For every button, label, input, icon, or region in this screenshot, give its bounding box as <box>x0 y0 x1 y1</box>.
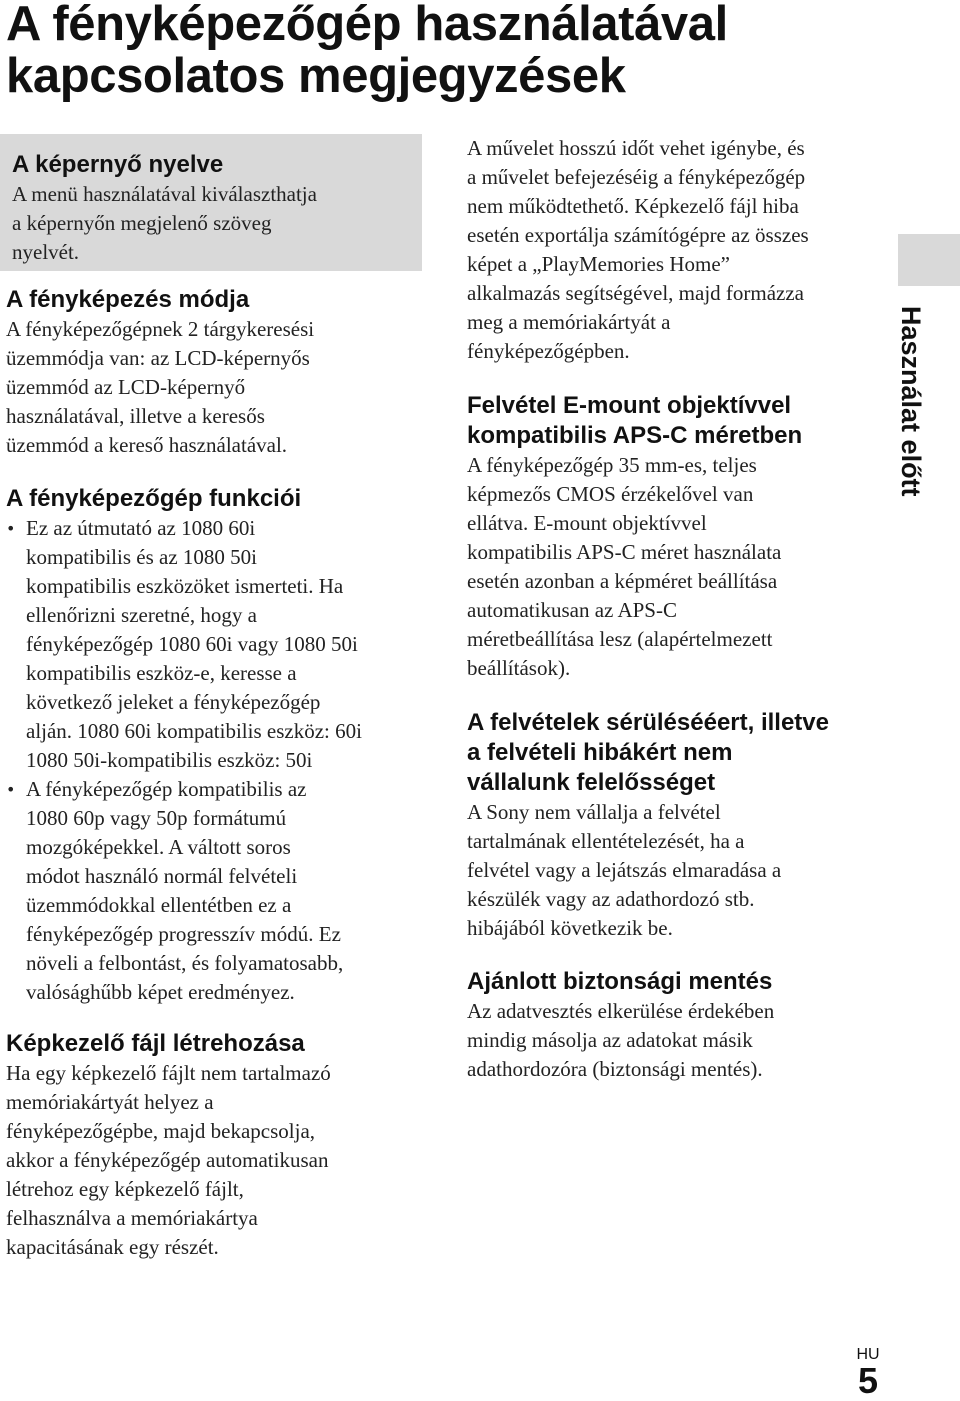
heading-line: a felvételi hibákért nem <box>467 739 733 766</box>
text-line: a képernyőn megjelenő szöveg <box>12 211 272 235</box>
text-line: létrehoz egy képkezelő fájlt, <box>6 1177 244 1201</box>
section-tab-marker <box>898 234 960 286</box>
language-code: HU <box>856 1346 880 1363</box>
screen-language-heading: A képernyő nyelve <box>12 151 224 178</box>
text-line: ellenőrizni szeretné, hogy a <box>26 603 257 627</box>
text-line: nyelvét. <box>12 240 80 264</box>
text-line: tartalmának ellentételezését, ha a <box>467 829 745 853</box>
heading-line: kompatibilis APS-C méretben <box>467 422 803 449</box>
text-line: mindig másolja az adatokat másik <box>467 1028 753 1052</box>
text-line: fényképezőgépben. <box>467 339 630 363</box>
shooting-mode-section <box>6 285 426 460</box>
list-item <box>6 514 426 775</box>
text-line: mozgóképekkel. A váltott soros <box>26 835 291 859</box>
page-title-line: kapcsolatos megjegyzések <box>6 49 626 103</box>
text-line: 1080 60p vagy 50p formátumú <box>26 806 287 830</box>
text-line: képmezős CMOS érzékelővel van <box>467 482 754 506</box>
text-line: növeli a felbontást, és folyamatosabb, <box>26 951 344 975</box>
text-line: esetén exportálja számítógépre az összes <box>467 223 809 247</box>
text-line: felhasználva a memóriakártya <box>6 1206 258 1230</box>
text-line: alján. 1080 60i kompatibilis eszköz: 60i <box>26 719 362 743</box>
text-line: készülék vagy az adathordozó stb. <box>467 887 755 911</box>
text-line: A Sony nem vállalja a felvétel <box>467 800 721 824</box>
text-line: használatával, illetve a keresős <box>6 404 265 428</box>
text-line: A menü használatával kiválaszthatja <box>12 182 317 206</box>
text-line: A művelet hosszú időt vehet igénybe, és <box>467 136 805 160</box>
text-line: Ha egy képkezelő fájlt nem tartalmazó <box>6 1061 331 1085</box>
liability-text <box>467 798 887 943</box>
text-line: a művelet befejezéséig a fényképezőgép <box>467 165 806 189</box>
shooting-mode-heading: A fényképezés módja <box>6 286 250 313</box>
text-line: fényképezőgépbe, majd bekapcsolja, <box>6 1119 316 1143</box>
text-line: Ez az útmutató az 1080 60i <box>26 516 256 540</box>
text-line: Az adatvesztés elkerülése érdekében <box>467 999 775 1023</box>
text-line: akkor a fényképezőgép automatikusan <box>6 1148 329 1172</box>
text-line: nem működtethető. Képkezelő fájl hiba <box>467 194 799 218</box>
section-side-label: Használat előtt <box>896 306 926 497</box>
text-line: beállítások). <box>467 656 571 680</box>
text-line: hibájából következik be. <box>467 916 673 940</box>
text-line: meg a memóriakártyát a <box>467 310 671 334</box>
page-number: 5 <box>857 1360 879 1401</box>
text-line: kompatibilis eszközöket ismerteti. Ha <box>26 574 344 598</box>
text-line: esetén azonban a képméret beállítása <box>467 569 778 593</box>
page-title-line: A fényképezőgép használatával <box>6 0 728 51</box>
text-line: kompatibilis APS-C méret használata <box>467 540 782 564</box>
text-line: fényképezőgép 1080 60i vagy 1080 50i <box>26 632 358 656</box>
shooting-mode-text <box>6 315 426 460</box>
text-line: adathordozóra (biztonsági mentés). <box>467 1057 763 1081</box>
emount-section <box>467 391 887 683</box>
text-line: kompatibilis eszköz-e, keresse a <box>26 661 297 685</box>
text-line: memóriakártyát helyez a <box>6 1090 214 1114</box>
text-line: A fényképezőgép kompatibilis az <box>26 777 307 801</box>
camera-functions-heading: A fényképezőgép funkciói <box>6 485 302 512</box>
heading-line: Felvétel E-mount objektívvel <box>467 392 792 419</box>
right-column <box>467 134 887 1084</box>
text-line: módot használó normál felvételi <box>26 864 298 888</box>
image-database-continued <box>467 134 887 366</box>
liability-heading <box>467 708 887 798</box>
image-database-continued-text <box>467 134 887 366</box>
screen-language-section <box>0 134 422 271</box>
text-line: automatikusan az APS-C <box>467 598 677 622</box>
page-title <box>6 0 728 102</box>
camera-functions-section <box>6 484 426 1007</box>
text-line: alkalmazás segítségével, majd formázza <box>467 281 805 305</box>
text-line: üzemmód az LCD-képernyő <box>6 375 246 399</box>
text-line: A fényképezőgépnek 2 tárgykeresési <box>6 317 315 341</box>
text-line: kapacitásának egy részét. <box>6 1235 219 1259</box>
emount-heading <box>467 391 887 451</box>
text-line: felvétel vagy a lejátszás elmaradása a <box>467 858 782 882</box>
heading-line: vállalunk felelősséget <box>467 769 716 796</box>
camera-functions-list <box>6 514 426 1007</box>
text-line: 1080 50i-kompatibilis eszköz: 50i <box>26 748 313 772</box>
screen-language-text <box>12 180 416 267</box>
text-line: méretbeállítása lesz (alapértelmezett <box>467 627 773 651</box>
heading-line: A felvételek sérülésééert, illetve <box>467 709 829 736</box>
emount-text <box>467 451 887 683</box>
text-line: üzemmód a kereső használatával. <box>6 433 288 457</box>
backup-section <box>467 967 887 1084</box>
liability-section <box>467 708 887 943</box>
text-line: üzemmódja van: az LCD-képernyős <box>6 346 310 370</box>
text-line: következő jeleket a fényképezőgép <box>26 690 321 714</box>
list-item <box>6 775 426 1007</box>
backup-text <box>467 997 887 1084</box>
text-line: valósághűbb képet eredményez. <box>26 980 295 1004</box>
image-database-section <box>6 1029 426 1262</box>
text-line: kompatibilis és az 1080 50i <box>26 545 257 569</box>
text-line: fényképezőgép progresszív módú. Ez <box>26 922 341 946</box>
image-database-heading: Képkezelő fájl létrehozása <box>6 1030 305 1057</box>
text-line: ellátva. E-mount objektívvel <box>467 511 707 535</box>
backup-heading: Ajánlott biztonsági mentés <box>467 968 773 995</box>
text-line: üzemmódokkal ellentétben ez a <box>26 893 292 917</box>
left-column <box>6 134 426 1262</box>
text-line: képet a „PlayMemories Home” <box>467 252 730 276</box>
text-line: A fényképezőgép 35 mm-es, teljes <box>467 453 757 477</box>
image-database-text <box>6 1059 426 1262</box>
